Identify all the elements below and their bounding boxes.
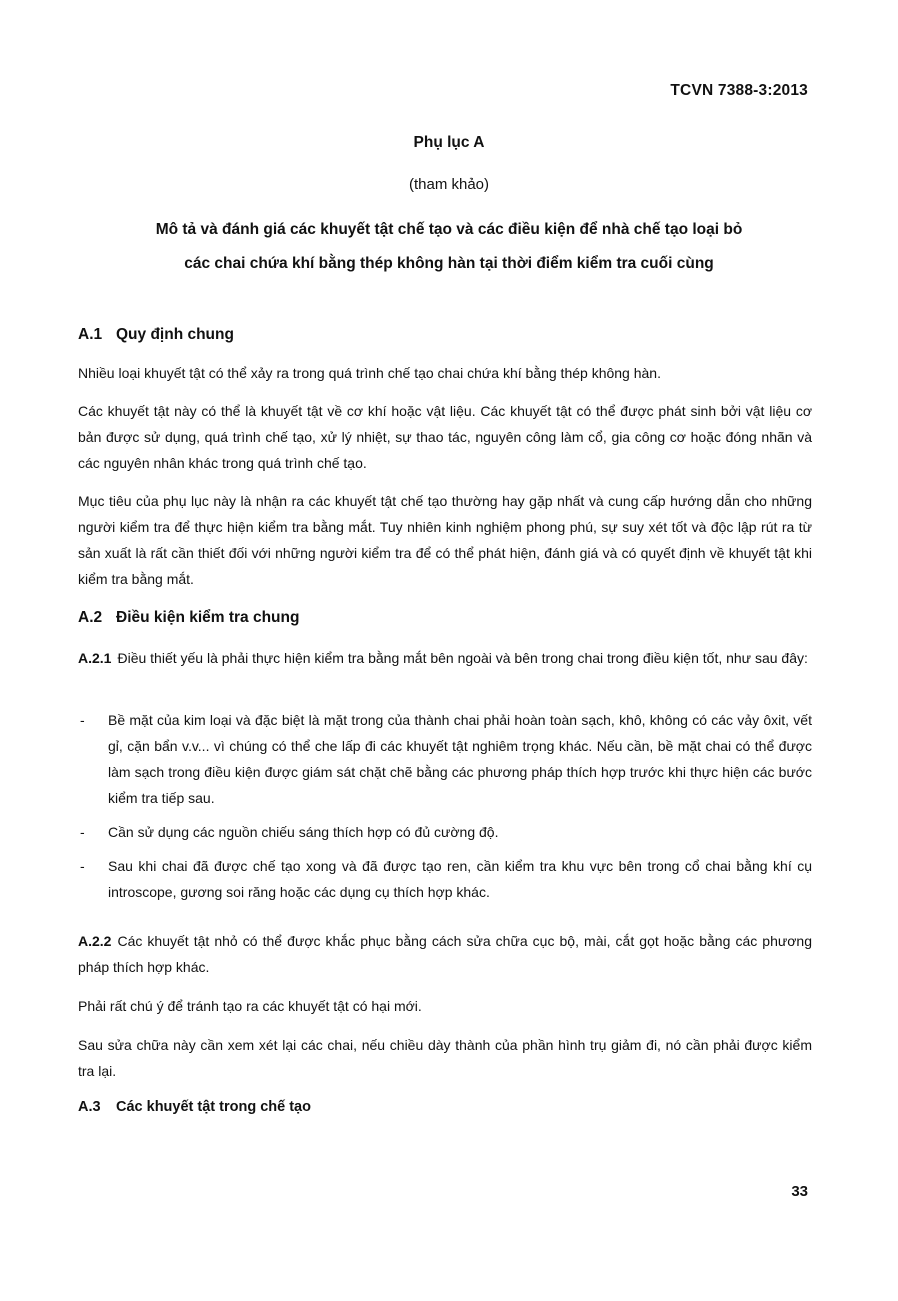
paragraph: Sau sửa chữa này cần xem xét lại các chai, nếu chiều dày thành của phần hình trụ giảm đi, nó cần phải được kiểm tra lại. (78, 1037, 812, 1079)
annex-title: Phụ lục A (413, 134, 485, 151)
section-number: A.3 (78, 1099, 101, 1115)
clause-number: A.2.1 (78, 650, 112, 666)
paragraph: Mục tiêu của phụ lục này là nhận ra các khuyết tật chế tạo thường hay gặp nhất và cung cấp hướng dẫn cho những người kiểm tra để thực hiện kiểm tra bằng mắt. Tuy nhiên kinh nghiệm phong phú, sự suy xét tốt và độc lập rút ra từ sản xuất là rất cần thiết đối với những người kiểm tra để có thể phát hiện, đánh giá và có quyết định về khuyết tật khi kiểm tra bằng mắt. (78, 493, 812, 587)
paragraph: Nhiều loại khuyết tật có thể xảy ra trong quá trình chế tạo chai chứa khí bằng thép không hàn. (78, 365, 661, 381)
annex-heading (0, 213, 898, 281)
section-a1-para-2 (78, 398, 812, 476)
section-title: Điều kiện kiểm tra chung (116, 609, 300, 626)
clause-text: Điều thiết yếu là phải thực hiện kiểm tra bằng mắt bên ngoài và bên trong chai trong điều kiện tốt, như sau đây: (117, 650, 808, 666)
paragraph: Phải rất chú ý để tránh tạo ra các khuyết tật có hại mới. (78, 998, 422, 1014)
annex-subtitle: (tham khảo) (408, 176, 490, 193)
section-a1-para-3 (78, 488, 812, 592)
bullet-marker: - (80, 824, 85, 840)
section-title: Quy định chung (116, 326, 234, 343)
section-a1-heading (78, 326, 234, 344)
paragraph-recheck (78, 1032, 812, 1084)
clause-number: A.2.2 (78, 933, 112, 949)
list-item (78, 819, 812, 845)
section-a1-para-1 (78, 360, 812, 386)
paragraph (78, 645, 812, 671)
bullet-marker: - (80, 858, 85, 874)
paragraph-avoid-defects (78, 993, 812, 1019)
clause-a22 (78, 928, 812, 980)
section-title: Các khuyết tật trong chế tạo (116, 1099, 311, 1115)
section-number: A.1 (78, 326, 103, 343)
list-item-text: Sau khi chai đã được chế tạo xong và đã được tạo ren, cần kiểm tra khu vực bên trong cổ chai bằng khí cụ introscope, gương soi răng hoặc các dụng cụ thích hợp khác. (108, 858, 812, 900)
standard-code: TCVN 7388-3:2013 (670, 82, 808, 99)
list-item-text: Bề mặt của kim loại và đặc biệt là mặt trong của thành chai phải hoàn toàn sạch, khô, không có các vảy ôxit, vết gỉ, cặn bẩn v.v... vì chúng có thể che lấp đi các khuyết tật nghiêm trọng khác. Nếu cần, bề mặt chai có thể được làm sạch trong điều kiện được giám sát chặt chẽ bằng các phương pháp thích hợp trước khi thực hiện các bước kiểm tra tiếp sau. (108, 712, 812, 806)
section-a3-heading (78, 1099, 311, 1115)
list-item (78, 853, 812, 905)
paragraph (78, 928, 812, 980)
clause-text: Các khuyết tật nhỏ có thể được khắc phục bằng cách sửa chữa cục bộ, mài, cắt gọt hoặc bằng các phương pháp thích hợp khác. (78, 933, 812, 975)
clause-a21 (78, 645, 812, 671)
bullet-marker: - (80, 712, 85, 728)
section-number: A.2 (78, 609, 103, 626)
inspection-conditions-list (78, 707, 812, 905)
annex-heading-line-1: Mô tả và đánh giá các khuyết tật chế tạo và các điều kiện để nhà chế tạo loại bỏ (155, 221, 743, 238)
annex-heading-line-2: các chai chứa khí bằng thép không hàn tại thời điểm kiểm tra cuối cùng (184, 255, 714, 272)
paragraph: Các khuyết tật này có thể là khuyết tật về cơ khí hoặc vật liệu. Các khuyết tật có thể được phát sinh bởi vật liệu cơ bản được sử dụng, quá trình chế tạo, xử lý nhiệt, sự thao tác, nguyên công làm cổ, gia công cơ hoặc đóng nhãn và các nguyên nhân khác trong quá trình chế tạo. (78, 403, 812, 471)
section-a2-heading (78, 609, 299, 627)
page-number: 33 (791, 1183, 808, 1200)
list-item-text: Cần sử dụng các nguồn chiếu sáng thích hợp có đủ cường độ. (108, 824, 499, 840)
list-item (78, 707, 812, 811)
